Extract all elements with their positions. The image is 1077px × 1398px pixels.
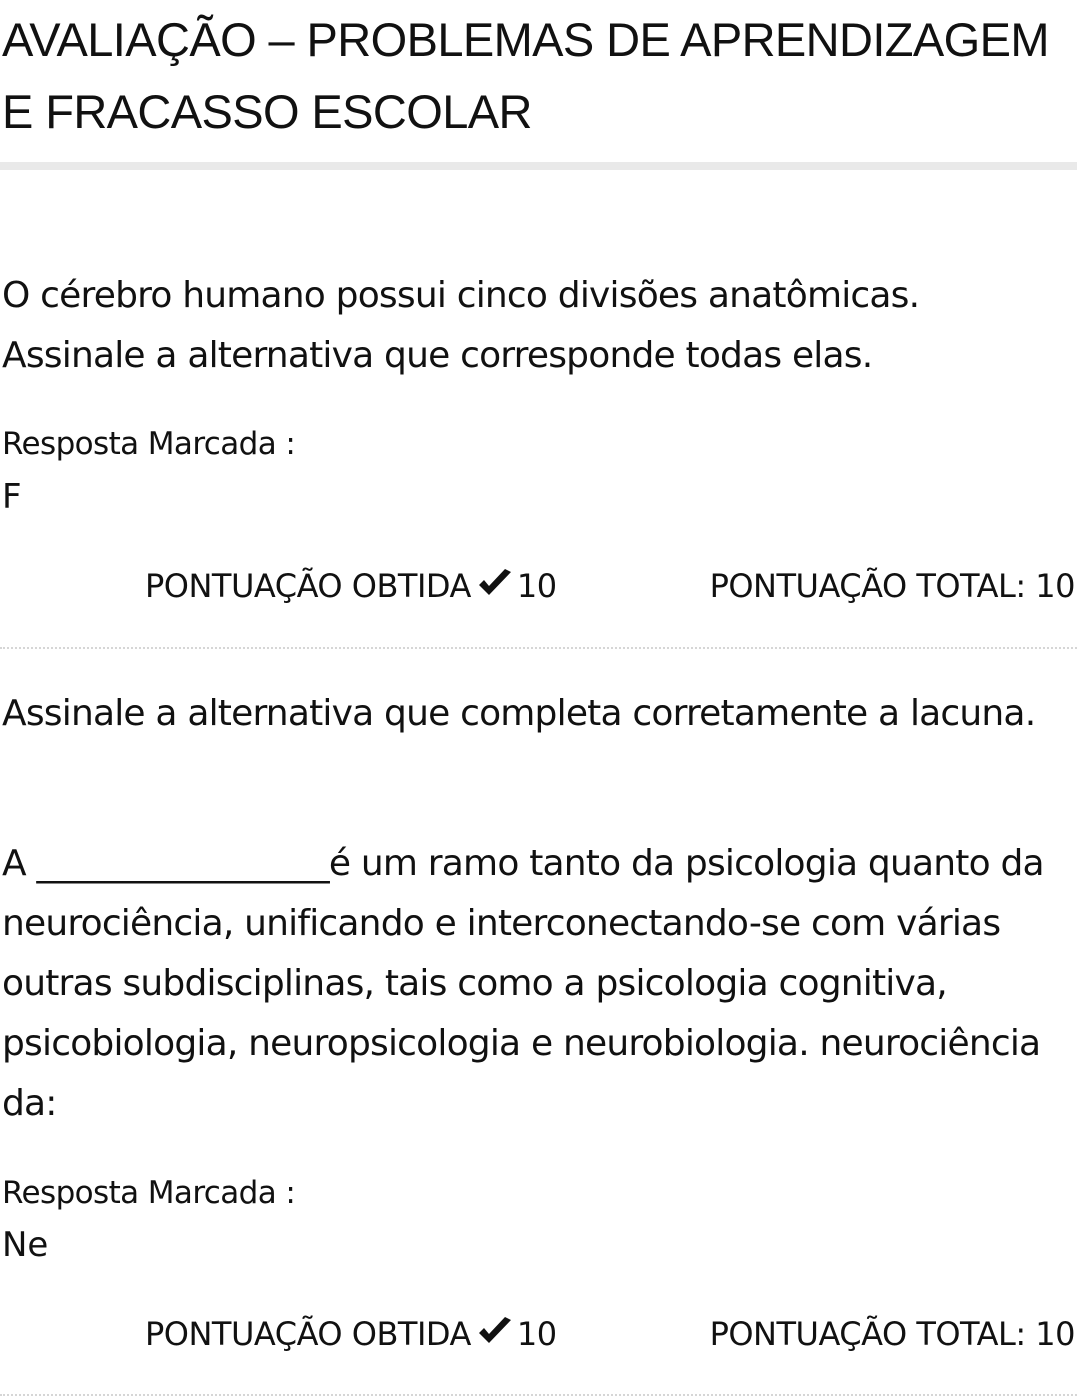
question-2-separator xyxy=(0,1394,1077,1396)
question-2-answer-value: Ne xyxy=(2,1225,49,1265)
question-2-score-total: PONTUAÇÃO TOTAL: 10 xyxy=(709,1315,1075,1353)
page-title: AVALIAÇÃO – PROBLEMAS DE APRENDIZAGEM E FRACASSO ESCOLAR xyxy=(2,13,1049,138)
score-obtained-value: 10 xyxy=(516,567,557,605)
question-2-text: A _________________é um ramo tanto da psicologia quanto da neurociência, unificando e interconectando-se com várias outras subdisciplinas, tais como a psicologia cognitiva, psicobiologia, neuropsicologia e neurobiologia. neurociência da: xyxy=(2,843,1044,1124)
question-1-text: O cérebro humano possui cinco divisões anatômicas. Assinale a alternativa que corresponde todas elas. xyxy=(2,275,920,376)
score-obtained-label: PONTUAÇÃO OBTIDA xyxy=(145,1315,471,1353)
question-2-answer-label: Resposta Marcada : xyxy=(2,1175,296,1211)
question-1-answer-value: F xyxy=(2,477,22,517)
checkmark-icon xyxy=(477,566,513,610)
score-obtained-label: PONTUAÇÃO OBTIDA xyxy=(145,567,471,605)
question-1-separator xyxy=(0,647,1077,649)
question-2-score-row xyxy=(0,1312,1075,1356)
title-divider xyxy=(0,162,1077,170)
question-1-answer-label: Resposta Marcada : xyxy=(2,426,296,462)
question-1-score-obtained xyxy=(145,564,557,610)
question-2-prompt: Assinale a alternativa que completa corretamente a lacuna. xyxy=(2,693,1036,734)
question-2-score-obtained xyxy=(145,1312,557,1358)
score-obtained-value: 10 xyxy=(516,1315,557,1353)
checkmark-icon xyxy=(477,1314,513,1358)
question-1-score-total: PONTUAÇÃO TOTAL: 10 xyxy=(709,567,1075,605)
question-1-score-row xyxy=(0,564,1075,608)
